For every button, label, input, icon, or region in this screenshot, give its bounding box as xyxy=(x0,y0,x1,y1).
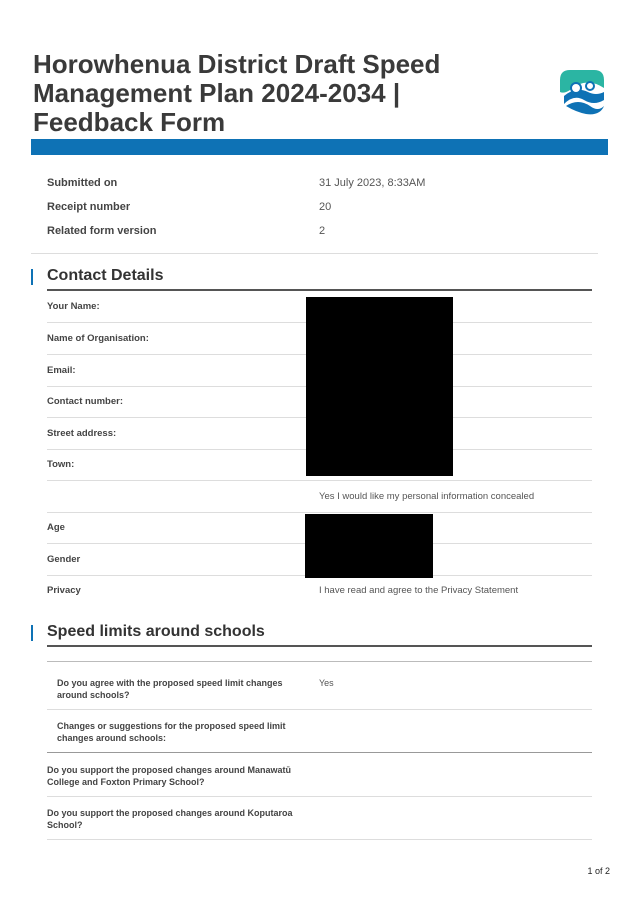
field-label: Town: xyxy=(47,459,75,470)
question-label: Do you support the proposed changes around Koputaroa School? xyxy=(47,808,293,830)
meta-row xyxy=(47,219,592,243)
meta-label: Related form version xyxy=(47,225,157,237)
question-label: Do you agree with the proposed speed limit changes around schools? xyxy=(57,678,283,700)
header-bar xyxy=(31,139,608,155)
field-label: Name of Organisation: xyxy=(47,333,149,344)
field-label: Privacy xyxy=(47,585,81,596)
question-row xyxy=(47,753,592,797)
field-value: I have read and agree to the Privacy Statement xyxy=(319,585,519,596)
meta-row xyxy=(47,171,592,195)
submission-meta xyxy=(47,171,592,243)
section-title: Speed limits around schools xyxy=(47,623,265,640)
section-accent xyxy=(31,625,33,641)
form-row xyxy=(47,481,592,513)
field-value: Yes I would like my personal information concealed xyxy=(319,491,535,502)
page-title: Horowhenua District Draft Speed Management Plan 2024-2034 | Feedback Form xyxy=(33,49,441,137)
redaction-block xyxy=(306,297,453,476)
question-row xyxy=(47,797,592,840)
redaction-block xyxy=(305,514,433,578)
question-label: Do you support the proposed changes around Manawatū College and Foxton Primary School? xyxy=(47,765,292,787)
question-row xyxy=(47,710,592,753)
divider xyxy=(31,253,598,254)
section-title: Contact Details xyxy=(47,267,164,284)
question-answer: Yes xyxy=(319,678,334,688)
meta-row xyxy=(47,195,592,219)
meta-value: 20 xyxy=(319,201,332,213)
question-label: Changes or suggestions for the proposed speed limit changes around schools: xyxy=(57,721,286,743)
field-label: Contact number: xyxy=(47,396,123,407)
question-row xyxy=(47,662,592,710)
field-label: Gender xyxy=(47,554,81,565)
field-label: Email: xyxy=(47,365,76,376)
form-row xyxy=(47,575,592,606)
section-heading-contact xyxy=(31,267,592,291)
section-heading-schools xyxy=(31,623,592,647)
meta-value: 31 July 2023, 8:33AM xyxy=(319,177,426,189)
field-label: Street address: xyxy=(47,428,117,439)
field-label: Age xyxy=(47,522,65,533)
council-logo-icon xyxy=(556,66,608,118)
meta-label: Receipt number xyxy=(47,201,131,213)
field-label: Your Name: xyxy=(47,301,100,312)
section-rule xyxy=(47,645,592,647)
section-accent xyxy=(31,269,33,285)
page-number: 1 of 2 xyxy=(587,866,610,876)
meta-value: 2 xyxy=(319,225,326,237)
meta-label: Submitted on xyxy=(47,177,118,189)
